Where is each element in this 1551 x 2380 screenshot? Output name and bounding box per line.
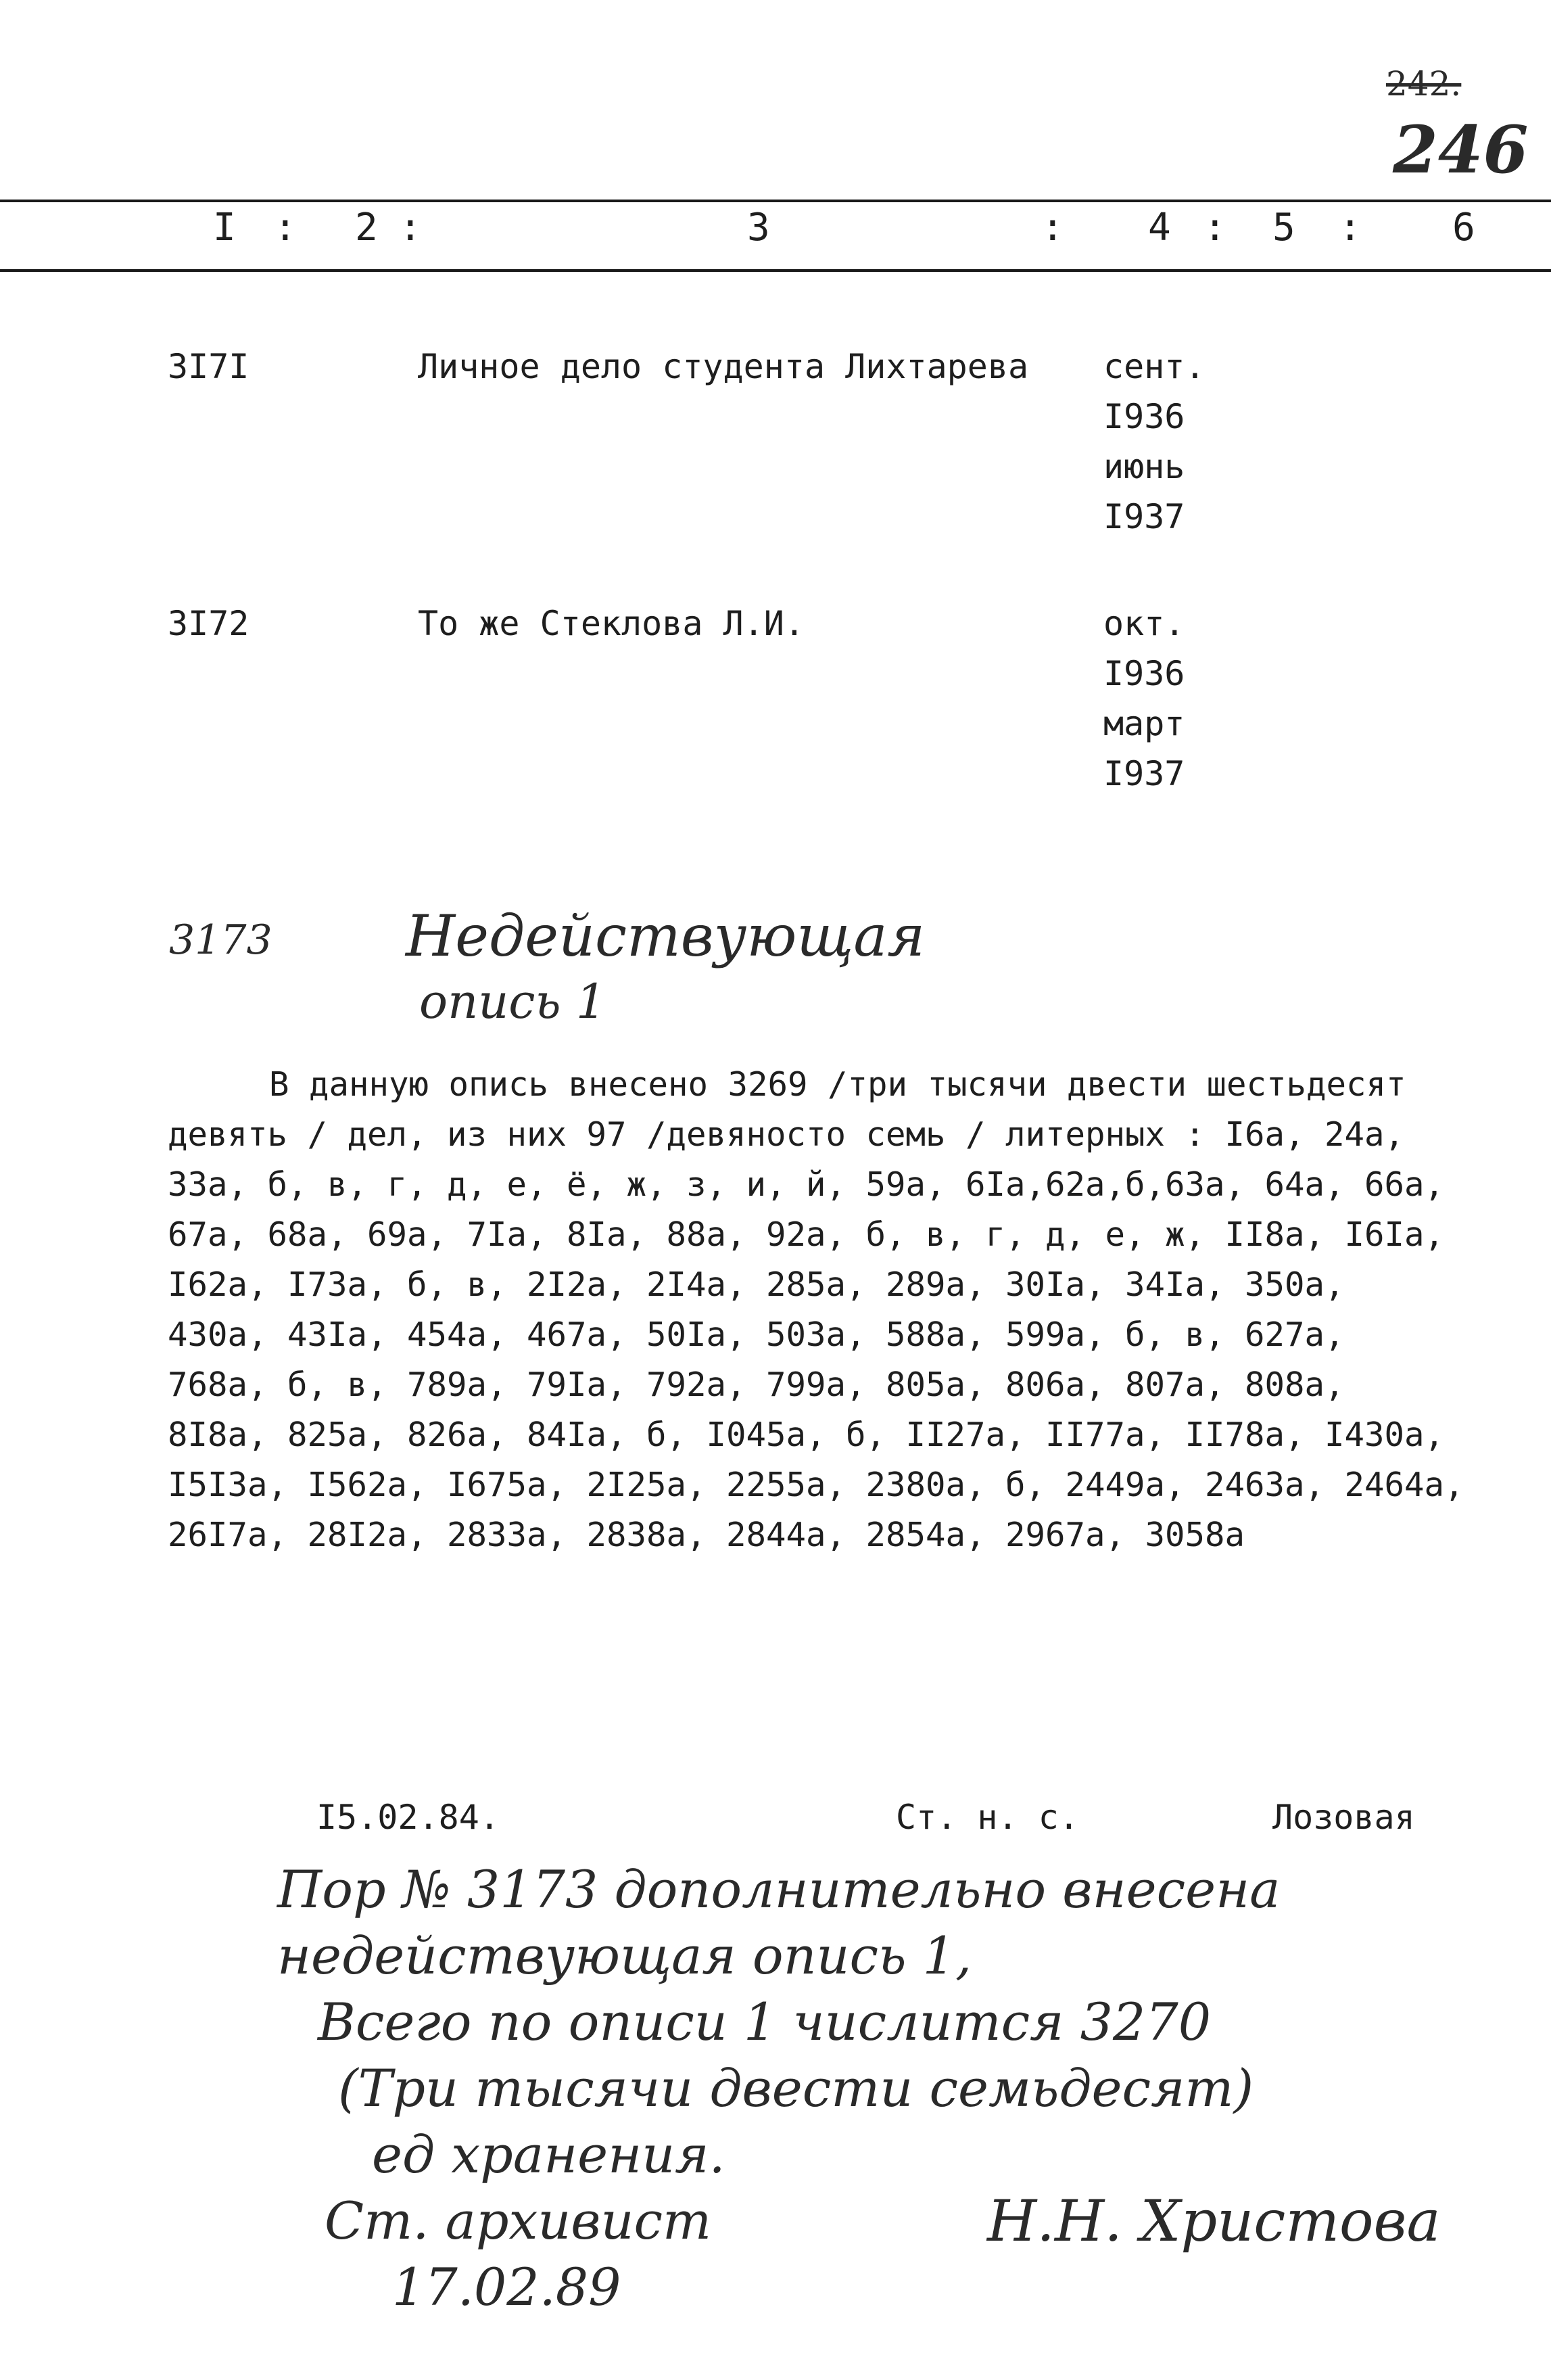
sign-off-position: Ст. н. с. (896, 1798, 1079, 1837)
old-sheet-number: 242. (1386, 64, 1462, 103)
summary-line: I5I3а, I562а, I675а, 2I25а, 2255а, 2380а, б, 2449а, 2463а, 2464а, (168, 1466, 1464, 1504)
col-sep: : (1339, 206, 1362, 250)
handwritten-entry-title-2: опись 1 (419, 974, 606, 1029)
entry-date-line: I937 (1103, 754, 1185, 793)
col-sep: : (1041, 206, 1064, 250)
col-2-label: 2 (355, 206, 378, 250)
entry-dates (1103, 342, 1206, 542)
entry-date-line: окт. (1103, 604, 1185, 643)
entry-title: Личное дело студента Лихтарева (418, 347, 1029, 386)
summary-line: девять / дел, из них 97 /девяносто семь / литерных : I6а, 24а, (168, 1115, 1405, 1154)
new-sheet-number: 246 (1393, 112, 1529, 188)
entry-date-line: март (1103, 704, 1185, 743)
summary-line: 26I7а, 28I2а, 2833а, 2838а, 2844а, 2854а, 2967а, 3058а (168, 1516, 1245, 1554)
entry-number: 3I72 (168, 604, 249, 643)
summary-line: В данную опись внесено 3269 /три тысячи двести шестьдесят (269, 1065, 1406, 1104)
summary-line: 33а, б, в, г, д, е, ё, ж, з, и, й, 59а, 6Iа,62а,б,63а, 64а, 66а, (168, 1165, 1445, 1204)
col-sep: : (1203, 206, 1226, 250)
handwritten-signature: Н.Н. Христова (987, 2188, 1441, 2254)
summary-line: 430а, 43Iа, 454а, 467а, 50Iа, 503а, 588а, 599а, б, в, 627а, (168, 1315, 1345, 1354)
handwritten-entry-title: Недействующая (406, 903, 926, 969)
col-5-label: 5 (1272, 206, 1295, 250)
entry-title: То же Стеклова Л.И. (418, 604, 805, 643)
header-top-rule (0, 200, 1551, 202)
entry-date-line: I936 (1103, 654, 1185, 693)
summary-line: I62а, I73а, б, в, 2I2а, 2I4а, 285а, 289а, 30Iа, 34Iа, 350а, (168, 1265, 1345, 1304)
handwritten-entry-number: 3173 (169, 916, 272, 964)
col-4-label: 4 (1148, 206, 1171, 250)
sign-off-name: Лозовая (1272, 1798, 1415, 1837)
col-3-label: 3 (747, 206, 770, 250)
sign-off-date: I5.02.84. (316, 1798, 500, 1837)
handwritten-note-line: (Три тысячи двести семьдесят) (338, 2058, 1254, 2118)
summary-line: 768а, б, в, 789а, 79Iа, 792а, 799а, 805а, 806а, 807а, 808а, (168, 1366, 1345, 1404)
col-6-label: 6 (1452, 206, 1475, 250)
summary-line: 8I8а, 825а, 826а, 84Iа, б, I045а, б, II27а, II77а, II78а, I430а, (168, 1416, 1445, 1454)
entry-date-line: I937 (1103, 497, 1185, 536)
entry-number: 3I7I (168, 347, 249, 386)
entry-dates (1103, 599, 1185, 799)
entry-date-line: июнь (1103, 447, 1185, 486)
summary-paragraph (168, 1060, 1464, 1560)
col-sep: : (399, 206, 422, 250)
col-sep: : (274, 206, 297, 250)
handwritten-note-line: Пор № 3173 дополнительно внесена (277, 1859, 1281, 1919)
handwritten-note-line: недействующая опись 1, (277, 1926, 972, 1986)
handwritten-note-line: Ст. архивист (325, 2191, 712, 2251)
entry-date-line: I936 (1103, 397, 1185, 436)
header-bottom-rule (0, 269, 1551, 272)
column-header-row (0, 203, 1551, 257)
summary-line: 67а, 68а, 69а, 7Iа, 8Iа, 88а, 92а, б, в, г, д, е, ж, II8а, I6Iа, (168, 1215, 1445, 1254)
handwritten-note-line: Всего по описи 1 числится 3270 (318, 1992, 1212, 2052)
entry-date-line: сент. (1103, 347, 1206, 386)
handwritten-note-line: ед хранения. (372, 2124, 725, 2185)
col-1-label: I (213, 206, 236, 250)
handwritten-note-line: 17.02.89 (392, 2257, 621, 2317)
